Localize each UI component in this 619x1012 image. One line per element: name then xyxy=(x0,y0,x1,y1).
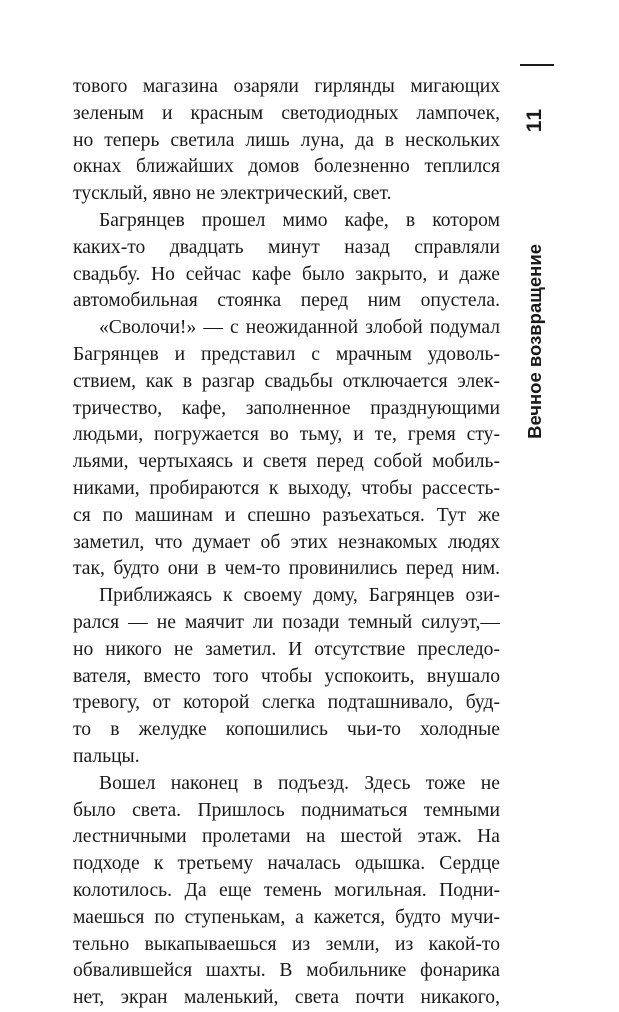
paragraph-5 xyxy=(73,771,500,1012)
book-title: Вечное возвращение xyxy=(524,244,545,439)
text-line: Багрянцев и представил с мрачным удоволь- xyxy=(73,343,500,365)
text-line: колотилось. Да еще темень могильная. Подни- xyxy=(73,879,500,901)
paragraph-2 xyxy=(73,208,500,315)
text-line: тревогу, от которой слегка подташнивало, буд- xyxy=(73,692,500,714)
text-line: ствием, как в разгар свадьбы отключается элек- xyxy=(73,370,500,392)
text-line: вателя, вместо того чтобы успокоить, внушало xyxy=(73,665,500,687)
running-head xyxy=(520,64,554,444)
text-line: автомобильная стоянка перед ним опустела. xyxy=(73,290,500,312)
text-line: обвалившейся шахты. В мобильнике фонарика xyxy=(73,960,500,982)
text-line: тусклый, явно не электрический, свет. xyxy=(73,183,392,205)
text-line: нет, экран маленький, света почти никакого, xyxy=(73,987,500,1009)
running-head-rule xyxy=(520,64,554,66)
text-line: пальцы. xyxy=(73,745,140,767)
text-line: подходе к третьему началась одышка. Сердце xyxy=(73,853,500,875)
paragraph-1 xyxy=(73,74,500,208)
paragraph-3 xyxy=(73,315,500,583)
text-line: но никого не заметил. И отсутствие преследо- xyxy=(73,638,500,660)
text-line: рался — не маячит ли позади темный силуэт,— xyxy=(73,611,500,633)
text-line: Приближаясь к своему дому, Багрянцев ози- xyxy=(99,585,500,607)
text-line: так, будто они в чем-то провинились перед ним. xyxy=(73,558,500,580)
text-line: каких-то двадцать минут назад справляли xyxy=(73,236,500,258)
text-line: свадьбу. Но сейчас кафе было закрыто, и даже xyxy=(73,263,500,285)
text-line: зеленым и красным светодиодных лампочек, xyxy=(73,102,500,124)
text-line: ся по машинам и спешно разъехаться. Тут же xyxy=(73,504,500,526)
text-line: тельно выкапываешься из земли, из какой-то xyxy=(73,933,500,955)
text-line: «Сволочи!» — с неожиданной злобой подумал xyxy=(99,317,500,339)
text-line: но теперь светила лишь луна, да в нескольких xyxy=(73,129,500,151)
text-line: Вошел наконец в подъезд. Здесь тоже не xyxy=(99,772,500,794)
text-line: маешься по ступенькам, а кажется, будто мучи- xyxy=(73,906,500,928)
text-line: окнах ближайших домов болезненно теплился xyxy=(73,156,500,178)
paragraph-4 xyxy=(73,583,500,771)
text-line: заметил, что думает об этих незнакомых людях xyxy=(73,531,500,553)
text-line: лестничными пролетами на шестой этаж. На xyxy=(73,826,500,848)
page-number: 11 xyxy=(523,108,546,133)
text-line: было света. Пришлось подниматься темными xyxy=(73,799,500,821)
text-line: тричество, кафе, заполненное празднующими xyxy=(73,397,500,419)
text-line: то в желудке копошились чьи-то холодные xyxy=(73,719,500,741)
text-line: тового магазина озаряли гирлянды мигающих xyxy=(73,76,500,97)
text-line: никами, пробираются к выходу, чтобы рассесть- xyxy=(73,477,500,499)
text-line: льями, чертыхаясь и светя перед собой мобиль- xyxy=(73,451,500,473)
text-line: людьми, погружается во тьму, и те, гремя сту- xyxy=(73,424,500,446)
page-body xyxy=(73,74,500,1012)
text-line: Багрянцев прошел мимо кафе, в котором xyxy=(99,209,500,231)
